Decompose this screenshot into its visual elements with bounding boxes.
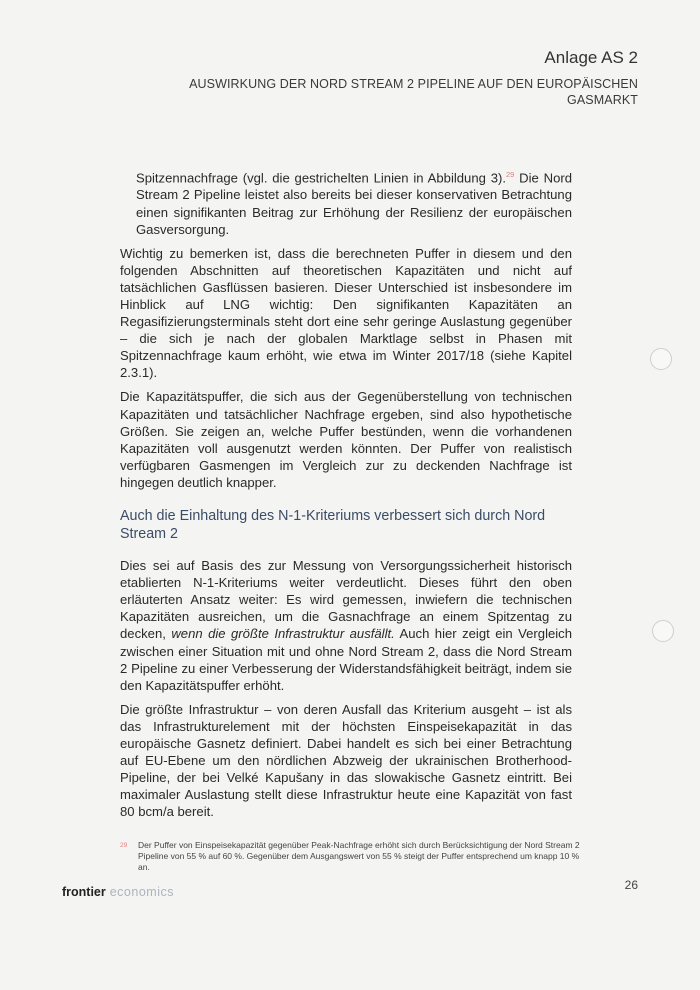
section-heading: Auch die Einhaltung des N-1-Kriteriums verbessert sich durch Nord Stream 2: [120, 508, 546, 543]
continued-paragraph-start: Spitzennachfrage (vgl. die gestrichelten Linien in Abbildung 3).: [136, 170, 506, 186]
running-header-line-1: AUSWIRKUNG DER NORD STREAM 2 PIPELINE AUF DEN EUROPÄISCHEN: [189, 77, 638, 91]
brand-logo: [62, 885, 174, 899]
footnote-text: Der Puffer von Einspeisekapazität gegenüber Peak-Nachfrage erhöht sich durch Berücksichtigung der Nord Stream 2 Pipeline von 55 % auf 60 %. Gegenüber dem Ausgangswert von 55 % steigt der Puffer entsprechend um knapp 10 % an.: [138, 840, 580, 872]
annex-label: Anlage AS 2: [544, 48, 638, 67]
page-number: 26: [624, 878, 638, 892]
paragraph-hypothetical-buffers: Die Kapazitätspuffer, die sich aus der Gegenüberstellung von technischen Kapazitäten und tatsächlicher Nachfrage ergeben, sind also hypothetische Größen. Sie zeigen an, welche Puffer bestünden, wenn die vorhandenen Kapazitäten voll ausgenutzt werden könnten. Der Puffer von realistisch verfügbaren Gasmengen im Vergleich zur zu deckenden Nachfrage ist hingegen deutlich knapper.: [120, 389, 572, 490]
paragraph-largest-infrastructure: Die größte Infrastruktur – von deren Ausfall das Kriterium ausgeht – ist als das Infrastrukturelement mit der höchsten Einspeisekapazität in das europäische Gasnetz definiert. Dabei handelt es sich bei einer Betrachtung auf EU-Ebene um den nördlichen Abzweig der ukrainischen Brotherhood-Pipeline, der bei Velké Kapušany in das slowakische Gasnetz eintritt. Bei maximaler Auslastung stellt diese Infrastruktur heute eine Kapazität von fast 80 bcm/a bereit.: [120, 701, 572, 820]
paragraph-n1-italic: wenn die größte Infrastruktur ausfällt.: [171, 626, 395, 642]
body-content: [120, 166, 572, 827]
running-header-line-2: GASMARKT: [567, 93, 638, 107]
footnote: [120, 840, 580, 873]
continued-paragraph: [120, 166, 572, 238]
punch-hole-mark: [652, 620, 674, 642]
continued-paragraph-rest: Die Nord Stream 2 Pipeline leistet also bereits bei dieser konservativen Betrachtung einen signifikanten Beitrag zur Erhöhung der Resilienz der europäischen Gasversorgung.: [136, 170, 572, 237]
footnote-reference[interactable]: 29: [506, 170, 515, 179]
paragraph-n1-criterion: [120, 557, 572, 694]
punch-hole-mark: [650, 348, 672, 370]
brand-logo-economics: economics: [105, 885, 174, 899]
paragraph-theoretical-capacities: Wichtig zu bemerken ist, dass die berechneten Puffer in diesem und den folgenden Abschnitten auf theoretischen Kapazitäten und nicht auf tatsächlichen Gasflüssen basieren. Dieser Unterschied ist insbesondere im Hinblick auf LNG wichtig: Den signifikanten Kapazitäten an Regasifizierungsterminals steht dort eine sehr geringe Auslastung gegenüber – die sich je nach der globalen Marktlage selbst in Phasen mit Spitzennachfrage kaum erhöht, wie etwa im Winter 2017/18 (siehe Kapitel 2.3.1).: [120, 245, 572, 381]
footnote-number: 29: [120, 842, 128, 849]
paragraph-n1-end: Auch hier zeigt ein Vergleich zwischen einer Situation mit und ohne Nord Stream 2, dass die Nord Stream 2 Pipeline zu einer Verbesserung der Widerstandsfähigkeit beiträgt, indem sie den Kapazitätspuffer erhöht.: [120, 626, 573, 693]
running-header: [168, 76, 638, 108]
paragraph-n1-start: Dies sei auf Basis des zur Messung von Versorgungssicherheit historisch etablierten N-1-Kriteriums weiter verdeutlicht. Dieses führt den oben erläuterten Ansatz weiter: Es wird gemessen, inwiefern die technischen Kapazitäten ausreichen, um die Gasnachfrage an einem Spitzentag zu decken,: [120, 558, 572, 642]
brand-logo-frontier: frontier: [62, 885, 106, 899]
